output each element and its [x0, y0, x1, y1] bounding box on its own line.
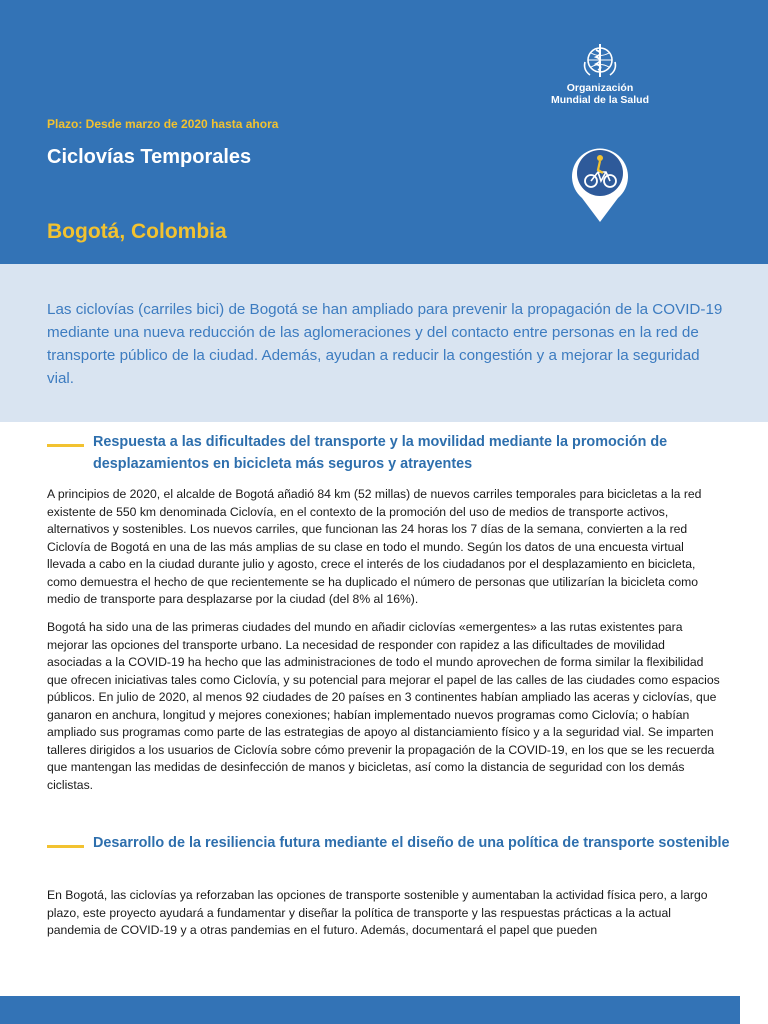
who-logo	[550, 40, 650, 106]
org-name-line2: Mundial de la Salud	[550, 94, 649, 106]
section-2-paragraph-1: En Bogotá, las ciclovías ya reforzaban las opciones de transporte sostenible y aumentaban la actividad física pero, a largo plazo, este proyecto ayudará a fundamentar y diseñar la política de transporte y las respuestas prácticas a la actual pandemia de COVID-19 y a otras pandemias en el futuro. Además, documentará el papel que pueden	[47, 888, 708, 937]
page-title: Ciclovías Temporales	[47, 146, 252, 168]
section-marker	[47, 845, 84, 848]
footer-bar	[0, 996, 740, 1024]
city-title: Bogotá, Colombia	[47, 220, 227, 243]
section-1-paragraph-1: A principios de 2020, el alcalde de Bogotá añadió 84 km (52 millas) de nuevos carriles temporales para bicicletas a la red existente de 550 km denominada Ciclovía, en el contexto de la promoción del uso de medios de transporte activos, alternativos y sostenibles. Los nuevos carriles, que funcionan las 24 horas los 7 días de la semana, convierten a la red Ciclovía de Bogotá en una de las más amplias de su clase en todo el mundo. Según los datos de una encuesta virtual llevada a cabo en la ciudad durante julio y agosto, crece el interés de los ciudadanos por el desplazamiento en bicicleta, como demuestra el hecho de que recientemente se ha duplicado el número de personas que utilizarían la bicicleta como medio de transporte para desplazarse por la ciudad (del 8% al 16%).	[47, 487, 702, 606]
intro-box	[0, 264, 768, 422]
header-banner	[0, 0, 768, 264]
intro-text: Las ciclovías (carriles bici) de Bogotá se han ampliado para prevenir la propagación de la COVID-19 mediante una nueva reducción de las aglomeraciones y del contacto entre personas en la red de transporte público de la ciudad. Además, ayudan a reducir la congestión y a mejorar la seguridad vial.	[47, 301, 723, 387]
who-emblem-icon	[580, 40, 620, 80]
section-1-paragraph-2: Bogotá ha sido una de las primeras ciudades del mundo en añadir ciclovías «emergentes» a las rutas existentes para mejorar las opciones del transporte urbano. La necesidad de responder con rapidez a las dificultades de movilidad asociadas a la COVID-19 ha hecho que las administraciones de todo el mundo aprovechen de forma similar la flexibilidad que ofrecen iniciativas tales como Ciclovía, y su potencial para mejorar el papel de las calles de las ciudades como espacios públicos. En julio de 2020, al menos 92 ciudades de 20 países en 3 continentes habían ampliado las aceras y ciclovías, que ganaron en anchura, longitud y mejores conexiones; habían implementado nuevos programas como Ciclovía; o habían ampliado sus programas como parte de las estrategias de apoyo al distanciamiento físico y a la seguridad vial. Se imparten talleres dirigidos a los usuarios de Ciclovía sobre cómo prevenir la propagación de la COVID-19, en los que se les recuerda que mantengan las medidas de desinfección de manos y bicicletas, así como la distancia de seguridad con los demás ciclistas.	[47, 620, 720, 792]
bicycle-location-pin-icon	[570, 142, 630, 224]
deadline-label: Plazo: Desde marzo de 2020 hasta ahora	[47, 117, 279, 131]
section-marker	[47, 444, 84, 447]
section-heading-2: Desarrollo de la resiliencia futura mediante el diseño de una política de transporte sostenible	[93, 835, 730, 851]
section-heading-1: Respuesta a las dificultades del transporte y la movilidad mediante la promoción de desplazamientos en bicicleta más seguros y atrayentes	[93, 434, 668, 472]
org-name	[550, 82, 650, 106]
org-name-line1: Organización	[566, 82, 634, 94]
